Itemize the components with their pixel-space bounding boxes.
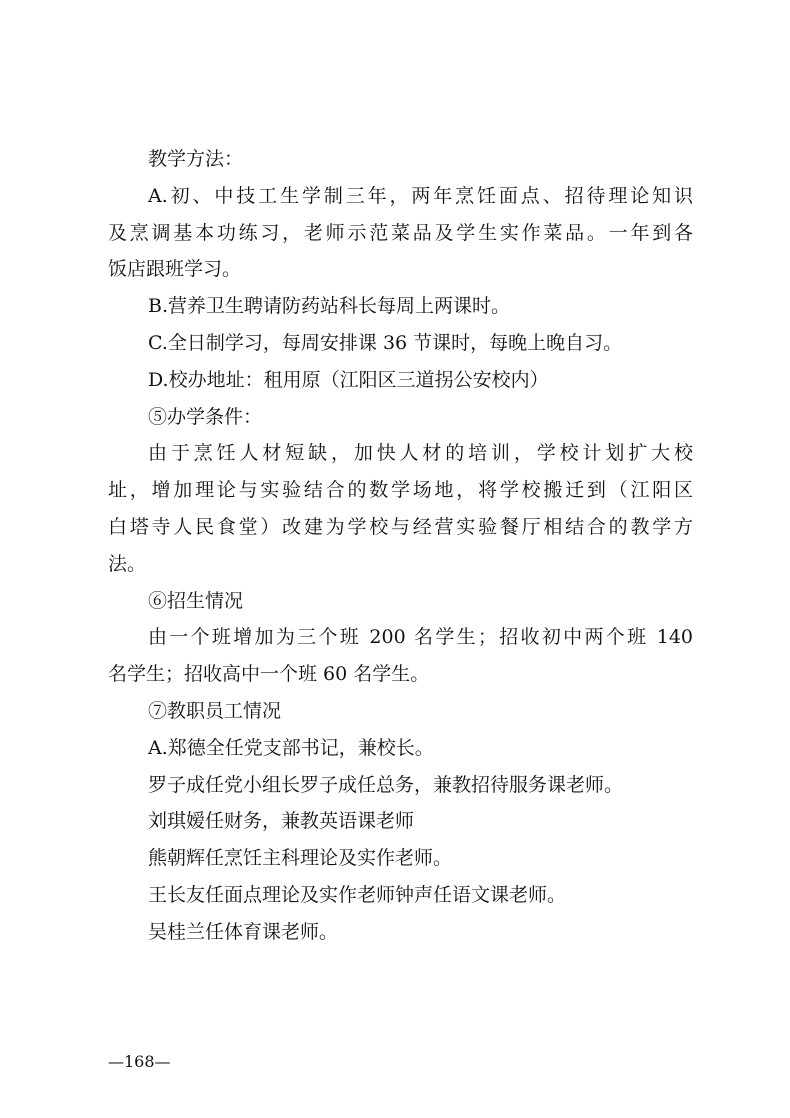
text-line: 熊朝辉任烹饪主科理论及实作老师。 bbox=[148, 847, 453, 870]
text-line: 吴桂兰任体育课老师。 bbox=[148, 920, 339, 943]
text-line: A.初、中技工生学制三年，两年烹饪面点、招待理论知识 bbox=[148, 184, 693, 207]
text-line: 白塔寺人民食堂）改建为学校与经营实验餐厅相结合的教学方 bbox=[108, 515, 693, 538]
text-line: ⑤办学条件： bbox=[148, 405, 263, 428]
body-text bbox=[108, 141, 693, 951]
text-line: 由于烹饪人材短缺，加快人材的培训，学校计划扩大校 bbox=[148, 442, 693, 465]
text-line: D.校办地址：租用原（江阳区三道拐公安校内） bbox=[148, 368, 549, 391]
text-line: ⑦教职员工情况 bbox=[148, 699, 282, 722]
text-line: A.郑德全任党支部书记，兼校长。 bbox=[148, 736, 434, 759]
text-line: 名学生；招收高中一个班 60 名学生。 bbox=[108, 663, 430, 686]
text-line: B.营养卫生聘请防药站科长每周上两课时。 bbox=[148, 295, 511, 318]
text-line: 址，增加理论与实验结合的数学场地，将学校搬迁到（江阳区 bbox=[108, 479, 693, 502]
text-line: 法。 bbox=[108, 552, 147, 575]
text-line: 及烹调基本功练习，老师示范菜品及学生实作菜品。一年到各 bbox=[108, 221, 693, 244]
text-line: 罗子成任党小组长罗子成任总务，兼教招待服务课老师。 bbox=[148, 773, 624, 796]
text-line: 王长友任面点理论及实作老师钟声任语文课老师。 bbox=[148, 883, 567, 906]
text-line: 教学方法： bbox=[148, 148, 244, 170]
page-number: —168— bbox=[108, 1052, 171, 1071]
text-line: 饭店跟班学习。 bbox=[108, 258, 242, 281]
text-line: 刘琪嫒任财务，兼教英语课老师 bbox=[148, 810, 415, 833]
text-line: ⑥招生情况 bbox=[148, 589, 244, 612]
text-line: 由一个班增加为三个班 200 名学生；招收初中两个班 140 bbox=[148, 626, 693, 649]
text-line: C.全日制学习，每周安排课 36 节课时，每晚上晚自习。 bbox=[148, 331, 623, 354]
